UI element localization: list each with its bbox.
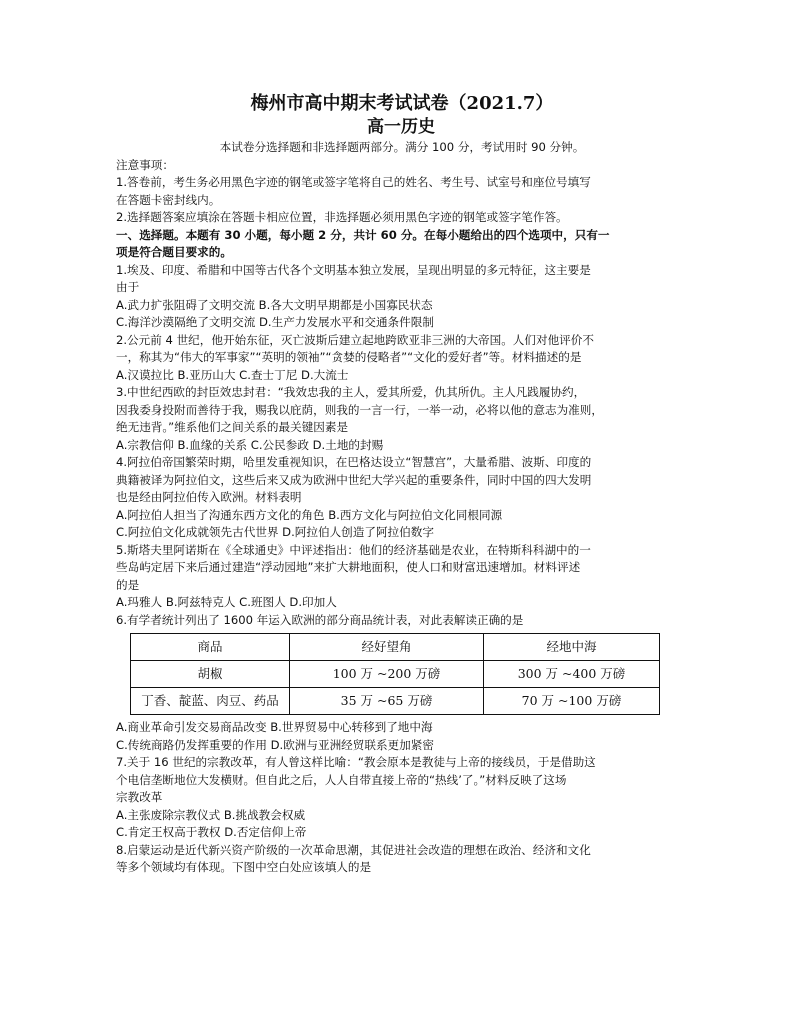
table-cell: 70 万 ~100 万磅 <box>484 688 660 715</box>
question-options: A.汉谟拉比 B.亚历山大 C.查士丁尼 D.大流士 <box>116 367 349 382</box>
question-3 <box>116 384 676 454</box>
question-stem: 6.有学者统计列出了 1600 年运入欧洲的部分商品统计表，对此表解读正确的是 <box>116 612 524 627</box>
question-stem: 一，称其为“伟大的军事家”“英明的领袖”“贪婪的侵略者”“文化的爱好者”等。材料描述的是 <box>116 350 582 364</box>
table-row <box>131 661 660 688</box>
table-header-row <box>131 634 660 661</box>
table-cell: 35 万 ~65 万磅 <box>290 688 484 715</box>
question-stem: 2.公元前 4 世纪，他开始东征，灭亡波斯后建立起地跨欧亚非三洲的大帝国。人们对他评价不 <box>116 332 594 347</box>
question-stem: 绝无违背。”维系他们之间关系的最关键因素是 <box>116 420 349 434</box>
question-stem: 的是 <box>116 577 140 592</box>
question-5 <box>116 542 676 612</box>
question-options: C.肯定王权高于教权 D.否定信仰上帝 <box>116 825 307 839</box>
exam-title: 梅州市高中期末考试试卷（2021.7） <box>250 93 554 114</box>
question-stem: 个电信垄断地位大发横财。但自此之后，人人自带直接上帝的“热线’了。”材料反映了这场 <box>116 772 567 787</box>
question-stem: 因我委身投附而善待于我，赐我以庇荫，则我的一言一行，一举一动，必将以他的意志为准则， <box>116 402 603 417</box>
question-1 <box>116 262 676 332</box>
question-stem: 5.斯塔夫里阿诺斯在《全球通史》中评述指出：他们的经济基础是农业，在特斯科科湖中的一 <box>116 542 591 557</box>
question-6 <box>116 612 676 755</box>
exam-subject: 高一历史 <box>367 117 435 137</box>
note-line: 2.选择题答案应填涂在答题卡相应位置，非选择题必须用黑色字迹的钢笔或签字笔作答。 <box>116 210 568 224</box>
notes-heading: 注意事项： <box>116 157 174 172</box>
question-options: A.阿拉伯人担当了沟通东西方文化的角色 B.西方文化与阿拉伯文化同根同源 <box>116 507 503 522</box>
table-cell: 胡椒 <box>131 661 290 688</box>
question-stem: 3.中世纪西欧的封臣效忠封君：“我效忠我的主人，爱其所爱，仇其所仇。主人凡践履协约， <box>116 385 586 399</box>
question-options: A.主张废除宗教仪式 B.挑战教会权威 <box>116 807 306 822</box>
question-stem: 典籍被译为阿拉伯文，这些后来又成为欧洲中世纪大学兴起的重要条件，同时中国的四大发明 <box>116 472 592 487</box>
question-options: A.宗教信仰 B.血缘的关系 C.公民参政 D.土地的封赐 <box>116 437 384 452</box>
question-2 <box>116 332 676 385</box>
goods-table <box>130 633 660 715</box>
question-7 <box>116 754 676 842</box>
table-row <box>131 688 660 715</box>
note-line: 1.答卷前，考生务必用黑色字迹的钢笔或签字笔将自己的姓名、考生号、试室号和座位号填写 <box>116 175 591 189</box>
question-stem: 8.启蒙运动是近代新兴资产阶级的一次革命思潮，其促进社会改造的理想在政治、经济和文化 <box>116 842 591 857</box>
question-8 <box>116 842 676 877</box>
exam-document <box>116 92 676 877</box>
note-line: 在答题卡密封线内。 <box>116 192 221 207</box>
question-stem: 等多个领域均有体现。下图中空白处应该填人的是 <box>116 860 372 874</box>
question-stem: 4.阿拉伯帝国繁荣时期，哈里发重视知识，在巴格达设立“智慧宫”，大量希腊、波斯、印度的 <box>116 455 592 469</box>
question-4 <box>116 454 676 542</box>
table-cell: 100 万 ~200 万磅 <box>290 661 484 688</box>
exam-intro: 本试卷分选择题和非选择题两部分。满分 100 分，考试用时 90 分钟。 <box>219 140 585 154</box>
table-header-cell: 商品 <box>131 634 290 661</box>
question-options: A.商业革命引发交易商品改变 B.世界贸易中心转移到了地中海 <box>116 720 433 734</box>
question-stem: 宗教改革 <box>116 790 163 804</box>
question-options: A.玛雅人 B.阿兹特克人 C.班图人 D.印加人 <box>116 595 337 609</box>
table-cell: 丁香、靛蓝、肉豆、药品 <box>131 688 290 715</box>
question-options: C.传统商路仍发挥重要的作用 D.欧洲与亚洲经贸联系更加紧密 <box>116 737 434 752</box>
question-options: A.武力扩张阻碍了文明交流 B.各大文明早期都是小国寡民状态 <box>116 297 433 312</box>
question-stem: 1.埃及、印度、希腊和中国等古代各个文明基本独立发展，呈现出明显的多元特征，这主要是 <box>116 262 591 277</box>
question-options: C.海洋沙漠隔绝了文明交流 D.生产力发展水平和交通条件限制 <box>116 315 434 329</box>
table-header-cell: 经地中海 <box>484 634 660 661</box>
section-heading: 一、选择题。本题有 30 小题，每小题 2 分，共计 60 分。在每小题给出的四个选项中，只有一 <box>116 227 610 242</box>
question-stem: 些岛屿定居下来后通过建造“浮动园地”来扩大耕地面积，使人口和财富迅速增加。材料评述 <box>116 560 581 574</box>
question-options: C.阿拉伯文化成就领先古代世界 D.阿拉伯人创造了阿拉伯数字 <box>116 525 434 539</box>
table-cell: 300 万 ~400 万磅 <box>484 661 660 688</box>
section-heading: 项是符合题目要求的。 <box>116 245 232 259</box>
question-stem: 也是经由阿拉伯传入欧洲。材料表明 <box>116 490 302 504</box>
table-header-cell: 经好望角 <box>290 634 484 661</box>
question-stem: 7.关于 16 世纪的宗教改革，有人曾这样比喻：“教会原本是教徒与上帝的接线员，于是借助这 <box>116 755 596 769</box>
question-stem: 由于 <box>116 280 140 294</box>
